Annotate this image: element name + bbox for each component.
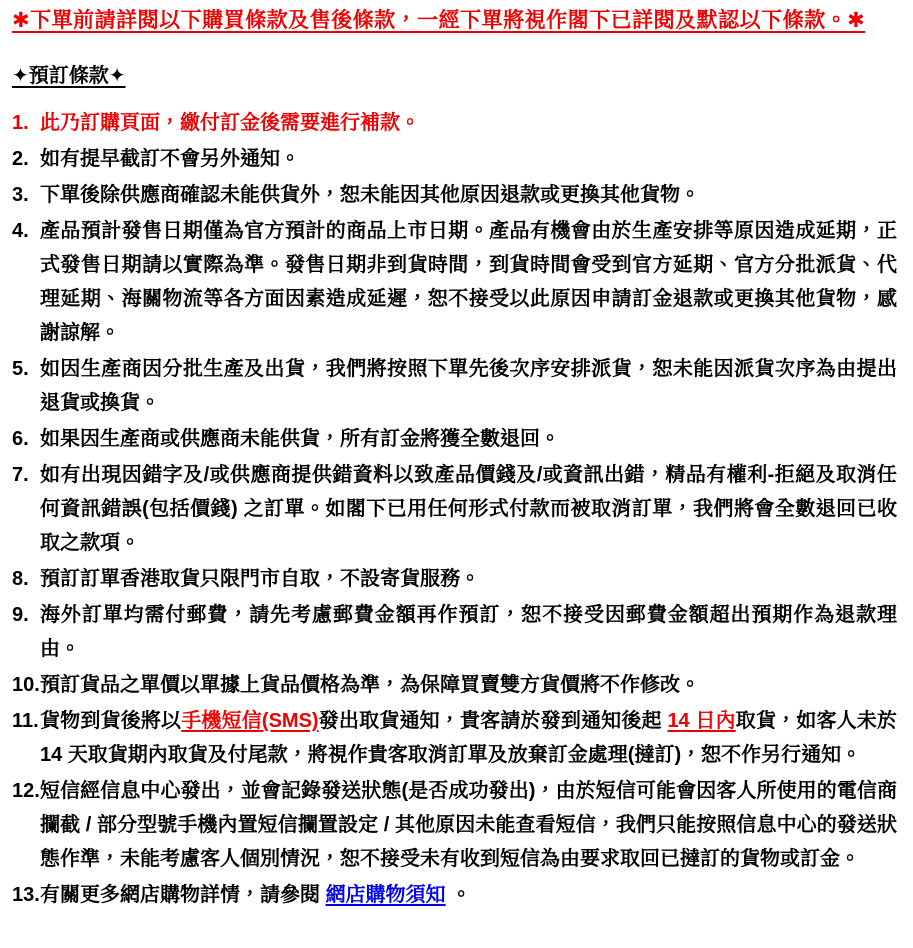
term-text: 如有出現因錯字及/或供應商提供錯資料以致產品價錢及/或資訊出錯，精品有權利-拒絕及取消任何資訊錯誤(包括價錢) 之訂單。如閣下已用任何形式付款而被取消訂單，我們將會全數退回已收取之款項。 [40, 464, 897, 554]
term-text: 預訂訂單香港取貨只限門市自取，不設寄貨服務。 [40, 568, 480, 590]
term-item-4 [12, 214, 897, 350]
term-item-1 [12, 106, 897, 140]
item-number: 2. [12, 148, 29, 170]
terms-list [12, 106, 897, 912]
highlight-red: 14 日內 [667, 710, 736, 732]
item-number: 3. [12, 184, 29, 206]
term-text: 如果因生產商或供應商未能供貨，所有訂金將獲全數退回。 [40, 428, 560, 450]
item-number: 7. [12, 464, 29, 486]
highlight-red: 手機短信(SMS) [181, 710, 319, 732]
term-text: 如因生產商因分批生產及出貨，我們將按照下單先後次序安排派貨，恕未能因派貨次序為由提出退貨或換貨。 [40, 358, 897, 414]
term-text: 產品預計發售日期僅為官方預計的商品上市日期。產品有機會由於生產安排等原因造成延期，正式發售日期請以實際為準。發售日期非到貨時間，到貨時間會受到官方延期、官方分批派貨、代理延期、海關物流等各方面因素造成延遲，恕不接受以此原因申請訂金退款或更換其他貨物，感謝諒解。 [40, 220, 897, 344]
term-text: 如有提早截訂不會另外通知。 [40, 148, 300, 170]
term-text: 此乃訂購頁面，繳付訂金後需要進行補款。 [40, 112, 420, 134]
term-item-13 [12, 878, 897, 912]
term-text: 發出取貨通知，貴客請於發到通知後起 [318, 710, 668, 732]
term-item-10 [12, 668, 897, 702]
term-text: 。 [445, 884, 472, 906]
store-shopping-notice-link[interactable]: 網店購物須知 [325, 884, 446, 906]
item-number: 13. [12, 884, 40, 906]
term-text: 預訂貨品之單價以單據上貨品價格為準，為保障買賣雙方貨價將不作修改。 [40, 674, 700, 696]
term-item-8 [12, 562, 897, 596]
term-item-12 [12, 774, 897, 876]
item-number: 9. [12, 604, 29, 626]
term-text: 有關更多網店購物詳情，請參閱 [40, 884, 326, 906]
preorder-terms-heading: ✦預訂條款✦ [12, 65, 126, 87]
terms-header: ✱下單前請詳閱以下購買條款及售後條款，一經下單將視作閣下已詳閱及默認以下條款。✱ [12, 9, 866, 32]
item-number: 6. [12, 428, 29, 450]
item-number: 11. [12, 710, 39, 732]
term-item-5 [12, 352, 897, 420]
item-number: 8. [12, 568, 29, 590]
term-item-6 [12, 422, 897, 456]
term-text: 取貨，如客人未於 14 天取貨期內取貨及付尾款，將視作貴客取消訂單及放棄訂金處理(撻訂)，恕不作另行通知。 [40, 710, 897, 766]
item-number: 5. [12, 358, 29, 380]
term-item-3 [12, 178, 897, 212]
item-number: 4. [12, 220, 29, 242]
item-number: 10. [12, 674, 40, 696]
term-item-2 [12, 142, 897, 176]
term-item-11 [12, 704, 897, 772]
term-text: 貨物到貨後將以 [40, 710, 182, 732]
item-number: 1. [12, 112, 29, 134]
term-item-7 [12, 458, 897, 560]
term-text: 短信經信息中心發出，並會記錄發送狀態(是否成功發出)，由於短信可能會因客人所使用的電信商攔截 / 部分型號手機內置短信攔置設定 / 其他原因未能查看短信，我們只能按照信息中心的發送狀態作準，未能考慮客人個別情況，恕不接受未有收到短信為由要求取回已撻訂的貨物或訂金。 [40, 780, 897, 870]
term-item-9 [12, 598, 897, 666]
term-text: 下單後除供應商確認未能供貨外，恕未能因其他原因退款或更換其他貨物。 [40, 184, 700, 206]
term-text: 海外訂單均需付郵費，請先考慮郵費金額再作預訂，恕不接受因郵費金額超出預期作為退款理由。 [40, 604, 897, 660]
item-number: 12. [12, 780, 40, 802]
